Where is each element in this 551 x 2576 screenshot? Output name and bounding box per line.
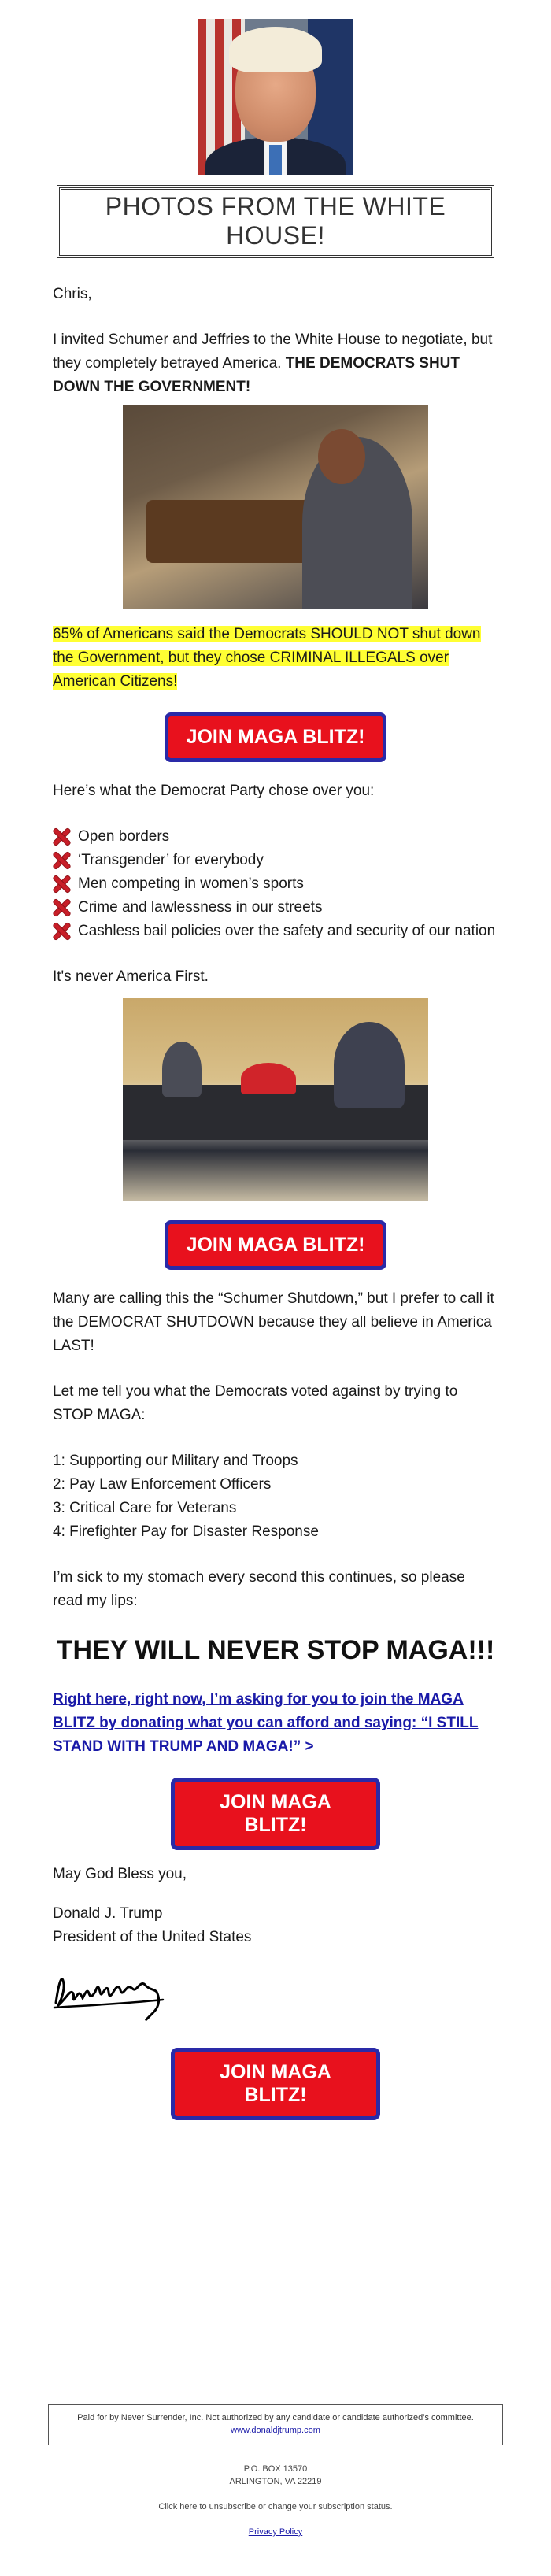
greeting: Chris, <box>53 286 92 302</box>
red-hat <box>241 1063 296 1094</box>
join-maga-blitz-button[interactable]: JOIN MAGA BLITZ! <box>171 1778 380 1850</box>
list-item: Open borders <box>53 825 498 849</box>
privacy-policy-link[interactable]: Privacy Policy <box>248 2527 303 2537</box>
footer <box>0 2404 551 2538</box>
never-first: It's never America First. <box>53 968 209 985</box>
blessing: May God Bless you, <box>53 1866 187 1882</box>
voted-item: 4: Firefighter Pay for Disaster Response <box>53 1523 319 1540</box>
page-title: PHOTOS FROM THE WHITE HOUSE! <box>59 187 492 256</box>
resolute-desk <box>146 500 320 563</box>
meeting-photo <box>123 998 428 1201</box>
intro-bold: THE DEMOCRATS SHUT DOWN THE GOVERNMENT! <box>53 355 460 395</box>
city-address: ARLINGTON, VA 22219 <box>229 2477 322 2486</box>
list-item: Men competing in women’s sports <box>53 872 498 896</box>
join-maga-blitz-button[interactable]: JOIN MAGA BLITZ! <box>171 2048 380 2120</box>
list-item: Crime and lawlessness in our streets <box>53 896 498 920</box>
bullet-list <box>53 825 498 943</box>
list-item: ‘Transgender’ for everybody <box>53 849 498 872</box>
po-box: P.O. BOX 13570 <box>243 2464 308 2474</box>
unsubscribe-link[interactable]: Click here to unsubscribe or change your subscription status. <box>158 2502 393 2511</box>
paid-for-text: Paid for by Never Surrender, Inc. Not authorized by any candidate or candidate authorized’s committee. <box>77 2413 474 2422</box>
highlight-paragraph <box>53 623 498 694</box>
red-x-icon <box>53 875 70 893</box>
portrait-image <box>198 19 353 175</box>
voted-item: 2: Pay Law Enforcement Officers <box>53 1476 272 1493</box>
red-x-icon <box>53 899 70 916</box>
red-x-icon <box>53 852 70 869</box>
intro-paragraph <box>53 328 498 399</box>
person-silhouette <box>334 1022 405 1108</box>
highlight-text: 65% of Americans said the Democrats SHOULD NOT shut down the Government, but they chose CRIMINAL ILLEGALS over American Citizens! <box>53 626 481 690</box>
disclaimer-box <box>48 2404 503 2445</box>
chose-intro: Here’s what the Democrat Party chose over you: <box>53 783 375 799</box>
join-maga-blitz-button[interactable]: JOIN MAGA BLITZ! <box>165 712 386 762</box>
join-maga-blitz-button[interactable]: JOIN MAGA BLITZ! <box>165 1220 386 1270</box>
never-stop-heading: THEY WILL NEVER STOP MAGA!!! <box>56 1635 495 1665</box>
voted-item: 1: Supporting our Military and Troops <box>53 1453 298 1469</box>
person-head <box>318 429 365 484</box>
red-x-icon <box>53 828 70 846</box>
sick-paragraph: I’m sick to my stomach every second this continues, so please read my lips: <box>53 1569 465 1609</box>
voted-intro: Let me tell you what the Democrats voted against by trying to STOP MAGA: <box>53 1383 458 1423</box>
email-content <box>53 19 498 2120</box>
red-x-icon <box>53 923 70 940</box>
signer-title: President of the United States <box>53 1929 252 1945</box>
intro-text: I invited Schumer and Jeffries to the White House to negotiate, but they completely betrayed America. <box>53 331 493 372</box>
portrait-tie <box>269 145 282 175</box>
person-silhouette <box>162 1042 202 1097</box>
donate-link[interactable]: Right here, right now, I’m asking for you to join the MAGA BLITZ by donating what you can afford and saying: “I STILL STAND WITH TRUMP AND MAGA!” > <box>53 1691 479 1755</box>
shutdown-paragraph: Many are calling this the “Schumer Shutdown,” but I prefer to call it the DEMOCRAT SHUTDOWN because they all believe in America LAST! <box>53 1290 494 1354</box>
list-item: Cashless bail policies over the safety and security of our nation <box>53 920 498 943</box>
signature-image <box>53 1957 171 2028</box>
oval-office-photo <box>123 405 428 609</box>
portrait-hair <box>229 27 322 72</box>
signer-name: Donald J. Trump <box>53 1905 163 1922</box>
voted-item: 3: Critical Care for Veterans <box>53 1500 237 1516</box>
website-link[interactable]: www.donaldjtrump.com <box>231 2426 320 2435</box>
